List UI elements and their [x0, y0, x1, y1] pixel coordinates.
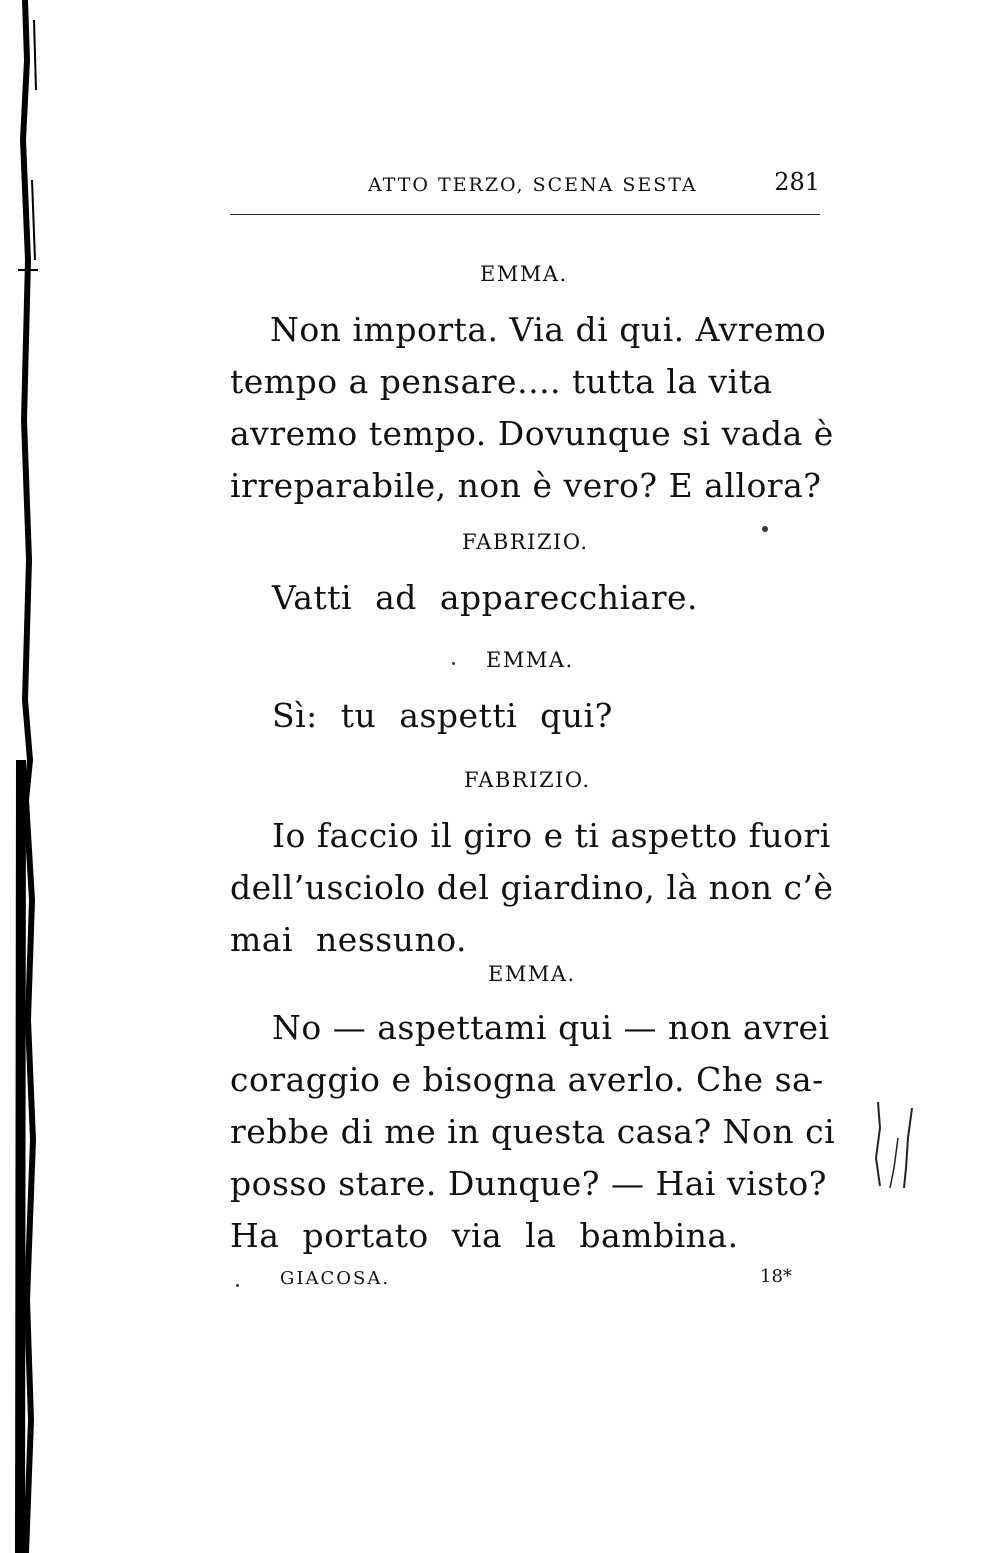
- speech-block: [230, 1002, 836, 1262]
- speech-line: avremo tempo. Dovunque si vada è: [230, 414, 834, 453]
- speech-block: [230, 810, 834, 966]
- speech-block: [230, 572, 830, 624]
- speech-line: coraggio e bisogna averlo. Che sa-: [230, 1060, 824, 1099]
- pencil-margin-mark: [868, 1098, 928, 1190]
- speech-line: Ha portato via la bambina.: [230, 1216, 739, 1255]
- speaker-name: EMMA.: [480, 262, 568, 286]
- signature-mark: 18*: [760, 1266, 792, 1287]
- speaker-name: EMMA.: [488, 962, 576, 986]
- speaker-name: EMMA.: [486, 648, 574, 672]
- speech-line: dell’usciolo del giardino, là non c’è: [230, 868, 834, 907]
- speech-line: posso stare. Dunque? — Hai visto?: [230, 1164, 827, 1203]
- speech-line: Non importa. Via di qui. Avremo: [270, 310, 827, 349]
- speech-line: irreparabile, non è vero? E allora?: [230, 466, 822, 505]
- footer-author: GIACOSA.: [280, 1268, 391, 1289]
- running-title: ATTO TERZO, SCENA SESTA: [368, 174, 698, 196]
- speech-line: Sì: tu aspetti qui?: [272, 696, 613, 735]
- speech-line: No — aspettami qui — non avrei: [272, 1008, 830, 1047]
- ink-speck: [762, 526, 768, 532]
- speech-block: [230, 304, 834, 512]
- ink-speck: [236, 1284, 239, 1287]
- speech-line: Vatti ad apparecchiare.: [272, 578, 699, 617]
- speech-block: [230, 690, 830, 742]
- speech-line: rebbe di me in questa casa? Non ci: [230, 1112, 836, 1151]
- speech-line: tempo a pensare.... tutta la vita: [230, 362, 773, 401]
- running-head: [230, 168, 820, 198]
- speech-line: Io faccio il giro e ti aspetto fuori: [272, 816, 831, 855]
- speaker-name: FABRIZIO.: [462, 530, 589, 554]
- page-number: 281: [774, 168, 820, 196]
- speaker-name: FABRIZIO.: [464, 768, 591, 792]
- speech-line: mai nessuno.: [230, 920, 467, 959]
- page-binding-edge: [12, 0, 38, 1553]
- header-rule: [230, 214, 820, 215]
- ink-speck: [452, 662, 455, 665]
